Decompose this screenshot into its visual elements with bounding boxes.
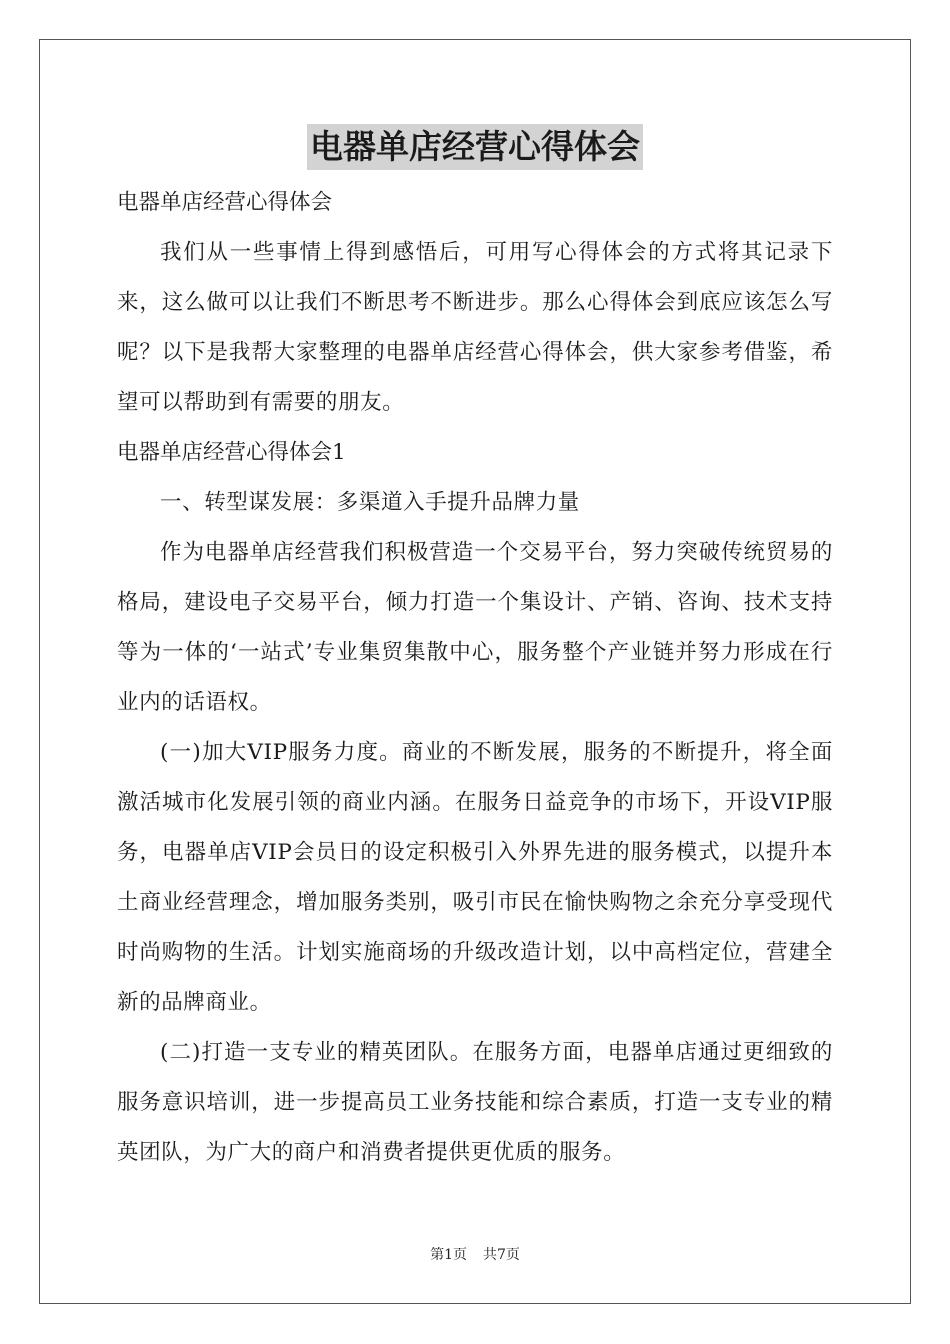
subtitle-line: 电器单店经营心得体会 bbox=[117, 190, 333, 215]
document-title: 电器单店经营心得体会 bbox=[307, 124, 643, 170]
body-paragraph-1: 作为电器单店经营我们积极营造一个交易平台，努力突破传统贸易的格局，建设电子交易平台，倾力打造一个集设计、产销、咨询、技术支持等为一体的‘一站式’专业集贸集散中心，服务整个产业链并努力形成在行业内的话语权。 bbox=[117, 540, 833, 715]
section-heading: 电器单店经营心得体会1 bbox=[117, 440, 346, 465]
page-total: 共7页 bbox=[483, 1247, 520, 1263]
title-container bbox=[0, 124, 950, 170]
page-number: 第1页 bbox=[430, 1247, 467, 1263]
document-body bbox=[117, 178, 833, 1178]
page-footer bbox=[0, 1244, 950, 1264]
intro-paragraph: 我们从一些事情上得到感悟后，可用写心得体会的方式将其记录下来，这么做可以让我们不断思考不断进步。那么心得体会到底应该怎么写呢？以下是我帮大家整理的电器单店经营心得体会，供大家参考借鉴，希望可以帮助到有需要的朋友。 bbox=[117, 240, 833, 415]
subsection-heading: 一、转型谋发展：多渠道入手提升品牌力量 bbox=[160, 490, 580, 515]
body-paragraph-3: (二)打造一支专业的精英团队。在服务方面，电器单店通过更细致的服务意识培训，进一步提高员工业务技能和综合素质，打造一支专业的精英团队，为广大的商户和消费者提供更优质的服务。 bbox=[117, 1040, 833, 1165]
body-paragraph-2: (一)加大VIP服务力度。商业的不断发展，服务的不断提升，将全面激活城市化发展引领的商业内涵。在服务日益竞争的市场下，开设VIP服务，电器单店VIP会员日的设定积极引入外界先进的服务模式，以提升本土商业经营理念，增加服务类别，吸引市民在愉快购物之余充分享受现代时尚购物的生活。计划实施商场的升级改造计划，以中高档定位，营建全新的品牌商业。 bbox=[117, 740, 833, 1015]
